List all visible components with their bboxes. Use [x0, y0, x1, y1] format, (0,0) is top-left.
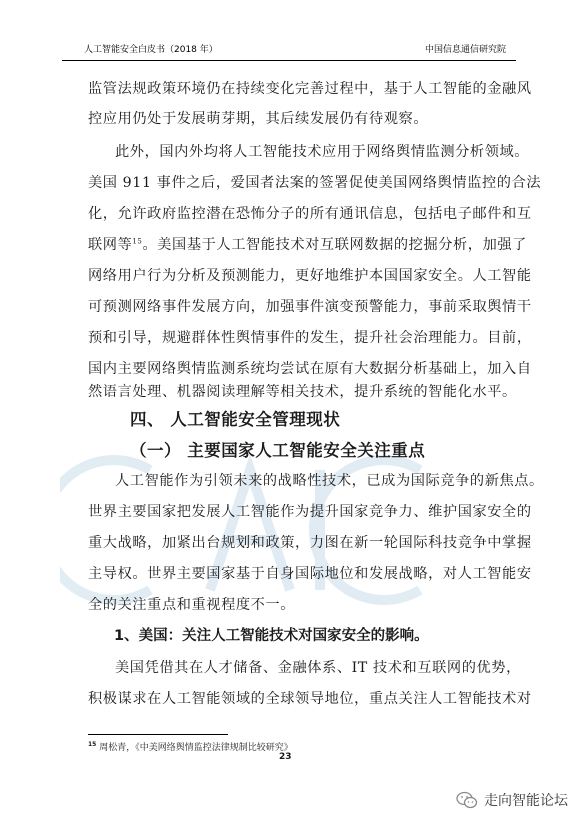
page-header [62, 40, 516, 61]
paragraph-line: 此外，国内外均将人工智能技术应用于网络舆情监测分析领域。 [115, 144, 530, 160]
footnote-number: 15 [88, 741, 97, 748]
paragraph-line: 预和引导，规避群体性舆情事件的发生，提升社会治理能力。目前， [88, 330, 532, 346]
paragraph-line: 全的关注重点和重视程度不一。 [88, 597, 296, 613]
paragraph-line: 人工智能作为引领未来的战略性技术，已成为国际竞争的新焦点。 [115, 473, 544, 489]
paragraph-line: 重大战略，加紧出台规划和政策，力图在新一轮国际科技竞争中掌握 [88, 535, 532, 551]
header-organization: 中国信息通信研究院 [424, 45, 506, 55]
paragraph-text: 联网等 [88, 237, 133, 253]
header-doc-title: 人工智能安全白皮书（2018 年） [84, 45, 218, 55]
section-heading: 四、 人工智能安全管理现状 [130, 410, 341, 429]
subsection-heading: （一） 主要国家人工智能安全关注重点 [130, 441, 426, 460]
footnote [88, 740, 293, 753]
brand-name: 走向智能论坛 [484, 793, 568, 809]
paragraph-line: 可预测网络事件发展方向，加强事件演变预警能力，事前采取舆情干 [88, 299, 532, 315]
footnote-divider [88, 734, 228, 735]
footnote-reference[interactable]: 15 [132, 237, 143, 246]
paragraph-line: 然语言处理、机器阅读理解等相关技术，提升系统的智能化水平。 [88, 384, 517, 400]
numbered-heading: 1、美国：关注人工智能技术对国家安全的影响。 [114, 628, 429, 644]
paragraph-line: 主导权。世界主要国家基于自身国际地位和发展战略，对人工智能安 [88, 566, 532, 582]
footnote-text: 周松青，《中美网络舆情监控法律规制比较研究》 [99, 743, 293, 753]
paragraph-line: 监管法规政策环境仍在持续变化完善过程中，基于人工智能的金融风 [88, 81, 532, 97]
paragraph-line: 控应用仍处于发展萌芽期，其后续发展仍有待观察。 [88, 111, 429, 127]
wechat-icon [456, 791, 478, 809]
page-number: 23 [279, 752, 292, 762]
paragraph-line: 网络用户行为分析及预测能力，更好地维护本国国家安全。人工智能 [88, 268, 532, 284]
paragraph-line: 化，允许政府监控潜在恐怖分子的所有通讯信息，包括电子邮件和互 [88, 206, 532, 222]
paragraph-line: 积极谋求在人工智能领域的全球领导地位，重点关注人工智能技术对 [88, 691, 532, 707]
paragraph-line: 国内主要网络舆情监测系统均尝试在原有大数据分析基础上，加入自 [88, 361, 532, 377]
brand-watermark [456, 790, 568, 810]
paragraph-line: 美国 911 事件之后，爱国者法案的签署促使美国网络舆情监控的合法 [88, 175, 542, 191]
paragraph-line: 美国凭借其在人才储备、金融体系、IT 技术和互联网的优势， [115, 660, 521, 676]
paragraph-line: 世界主要国家把发展人工智能作为提升国家竞争力、维护国家安全的 [88, 504, 532, 520]
paragraph-line [88, 234, 527, 254]
paragraph-text: 。美国基于人工智能技术对互联网数据的挖掘分析，加强了 [142, 237, 527, 253]
